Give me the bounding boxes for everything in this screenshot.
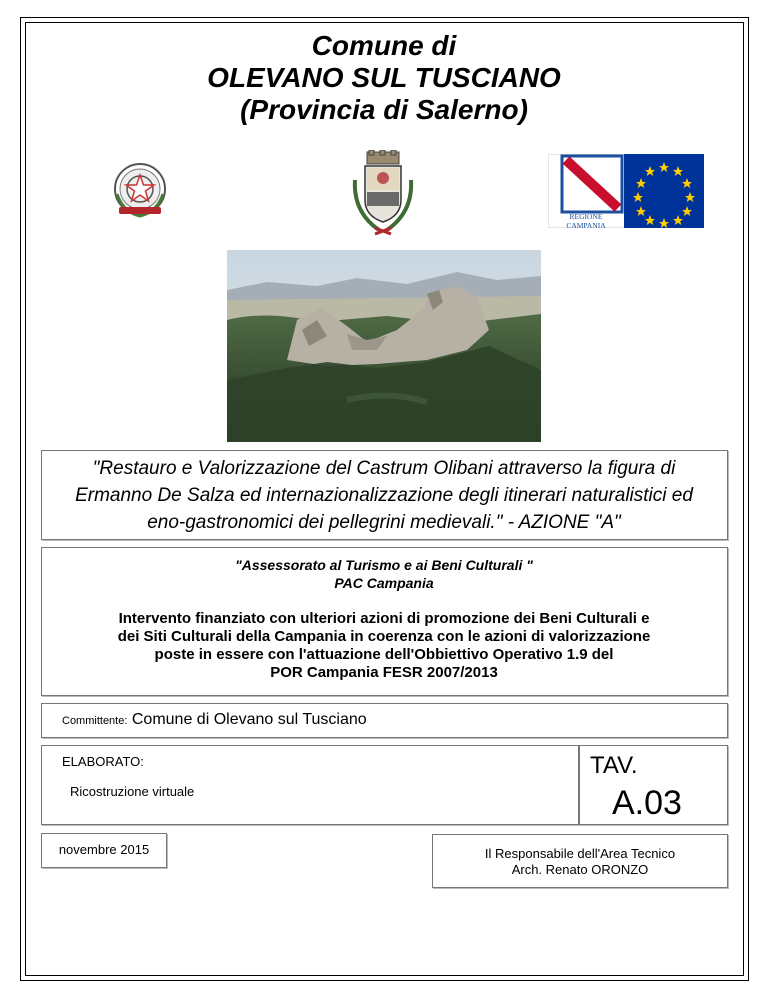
castle-landscape-photo	[227, 250, 541, 442]
responsabile-text	[432, 846, 728, 878]
project-title	[44, 455, 724, 536]
tav-label: TAV.	[590, 752, 638, 779]
assessorato-line-1: "Assessorato al Turismo e ai Beni Culturali "	[235, 557, 533, 573]
assessorato-text	[44, 556, 724, 682]
elaborato-value: Ricostruzione virtuale	[70, 784, 195, 799]
committente-value: Comune di Olevano sul Tusciano	[131, 711, 367, 728]
funding-line-1: Intervento finanziato con ulteriori azioni di promozione dei Beni Culturali e	[118, 610, 650, 627]
responsabile-line-1: Il Responsabile dell'Area Tecnico	[484, 846, 676, 861]
tav-number: A.03	[612, 784, 682, 822]
funding-line-3: poste in essere con l'attuazione dell'Obbiettivo Operativo 1.9 del	[154, 646, 614, 663]
assessorato-line-2: PAC Campania	[334, 575, 434, 591]
responsabile-line-2: Arch. Renato ORONZO	[511, 862, 649, 877]
date-text: novembre 2015	[58, 842, 150, 857]
committente-label: Committente:	[62, 715, 128, 727]
regione-campania-eu-logo	[548, 154, 704, 228]
committente-row	[62, 711, 367, 729]
page-title	[0, 30, 768, 126]
region-label: REGIONE CAMPANIA	[566, 212, 606, 230]
municipal-coat-of-arms-icon	[349, 150, 417, 236]
project-line-3: eno-gastronomici dei pellegrini medievali." - AZIONE "A"	[147, 512, 621, 533]
title-line-2: OLEVANO SUL TUSCIANO	[207, 62, 561, 93]
elaborato-label: ELABORATO:	[62, 754, 144, 769]
project-line-1: "Restauro e Valorizzazione del Castrum Olibani attraverso la figura di	[92, 458, 676, 479]
title-line-3: (Provincia di Salerno)	[240, 94, 528, 125]
project-line-2: Ermanno De Salza ed internazionalizzazione degli itinerari naturalistici ed	[75, 485, 693, 506]
funding-line-2: dei Siti Culturali della Campania in coerenza con le azioni di valorizzazione	[117, 628, 651, 645]
funding-line-4: POR Campania FESR 2007/2013	[270, 664, 498, 681]
italian-republic-emblem-icon	[109, 160, 171, 222]
title-line-1: Comune di	[311, 30, 457, 61]
